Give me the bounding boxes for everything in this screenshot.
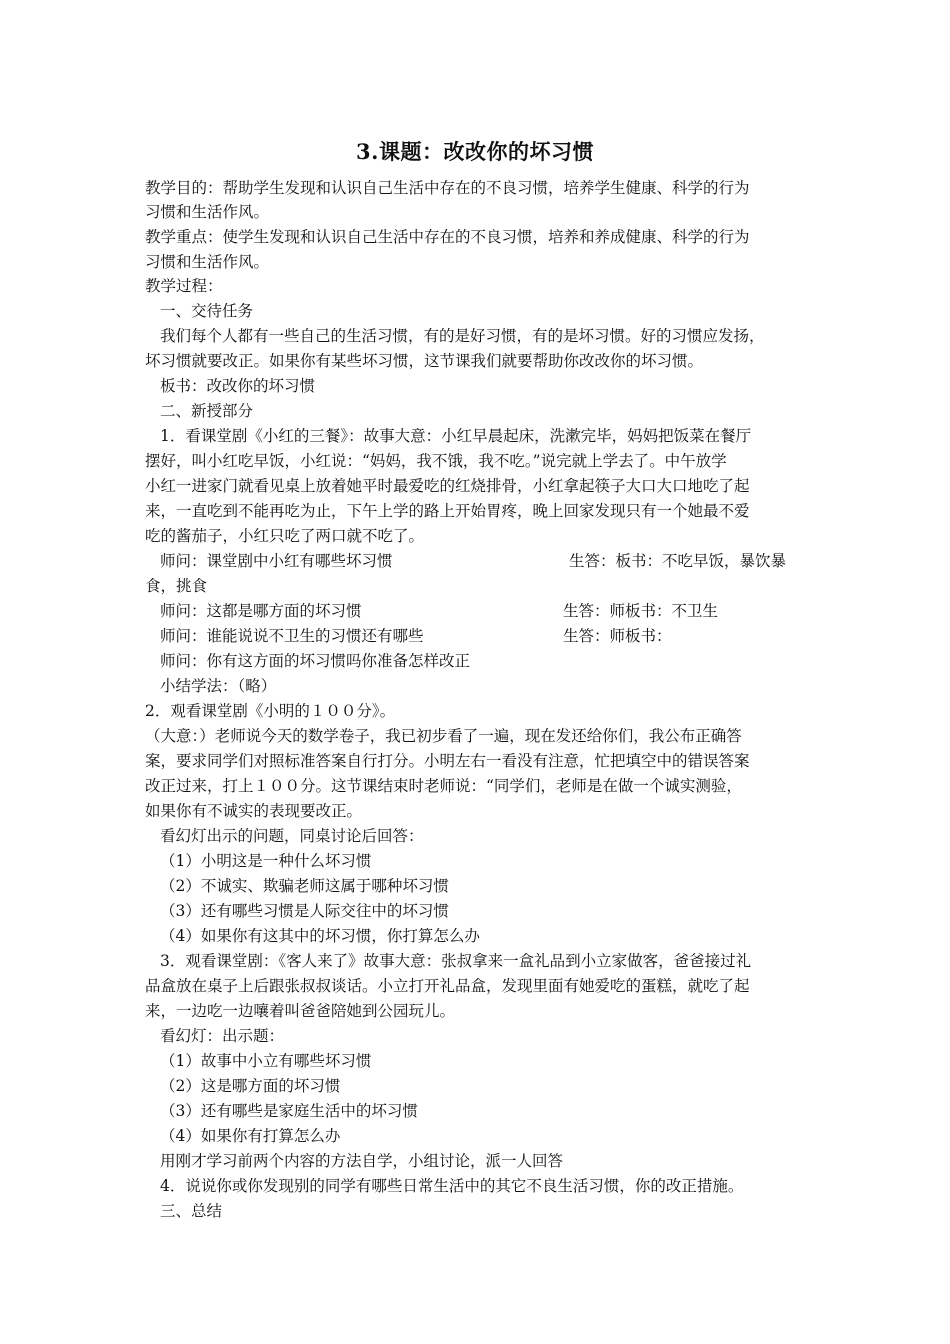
focus-line-2: 习惯和生活作风。: [145, 253, 270, 271]
paragraph-line: 案，要求同学们对照标准答案自行打分。小明左右一看没有注意，忙把填空中的错误答案: [145, 752, 750, 770]
section-3-heading: 三、总结: [160, 1202, 223, 1220]
item-2-heading: 2．观看课堂剧《小明的１００分》。: [145, 702, 396, 720]
objective-line-2: 习惯和生活作风。: [145, 203, 270, 221]
paragraph-line: 吃的酱茄子，小红只吃了两口就不吃了。: [145, 527, 425, 545]
question-item: （4）如果你有打算怎么办: [160, 1127, 341, 1145]
method-line: 用刚才学习前两个内容的方法自学，小组讨论，派一人回答: [160, 1152, 564, 1170]
blackboard-line: 板书：改改你的坏习惯: [160, 377, 316, 395]
student-answer: 生答：师板书：不卫生: [563, 602, 719, 620]
question-item: （1）小明这是一种什么坏习惯: [160, 852, 372, 870]
objective-line-1: 教学目的：帮助学生发现和认识自己生活中存在的不良习惯，培养学生健康、科学的行为: [145, 179, 750, 197]
student-answer: 生答：师板书：: [563, 627, 672, 645]
question-item: （3）还有哪些是家庭生活中的坏习惯: [160, 1102, 418, 1120]
question-item: （4）如果你有这其中的坏习惯，你打算怎么办: [160, 927, 480, 945]
slide-intro: 看幻灯出示的问题，同桌讨论后回答：: [160, 827, 424, 845]
item-4-line: 4．说说你或你发现别的同学有哪些日常生活中的其它不良生活习惯，你的改正措施。: [160, 1177, 744, 1195]
paragraph-line: （大意：）老师说今天的数学卷子，我已初步看了一遍，现在发还给你们，我公布正确答: [145, 727, 742, 745]
student-answer: 生答：板书：不吃早饭，暴饮暴: [569, 552, 787, 570]
paragraph-line: 1．看课堂剧《小红的三餐》：故事大意：小红早晨起床，洗漱完毕，妈妈把饭菜在餐厅: [160, 427, 752, 445]
section-2-heading: 二、新授部分: [160, 402, 254, 420]
paragraph-line: 品盒放在桌子上后跟张叔叔谈话。小立打开礼品盒，发现里面有她爱吃的蛋糕，就吃了起: [145, 977, 750, 995]
paragraph-line: 坏习惯就要改正。如果你有某些坏习惯，这节课我们就要帮助你改改你的坏习惯。: [145, 352, 704, 370]
teacher-question: 师问：课堂剧中小红有哪些坏习惯: [160, 552, 393, 570]
question-item: （2）这是哪方面的坏习惯: [160, 1077, 341, 1095]
paragraph-line: 摆好，叫小红吃早饭，小红说：“妈妈，我不饿，我不吃。”说完就上学去了。中午放学: [145, 452, 727, 470]
lesson-title: 3.课题：改改你的坏习惯: [356, 139, 594, 164]
paragraph-line: 如果你有不诚实的表现要改正。: [145, 802, 363, 820]
process-heading: 教学过程：: [145, 277, 223, 295]
paragraph-line: 改正过来，打上１００分。这节课结束时老师说：“同学们，老师是在做一个诚实测验，: [145, 777, 742, 795]
section-1-heading: 一、交待任务: [160, 302, 254, 320]
question-item: （3）还有哪些习惯是人际交往中的坏习惯: [160, 902, 449, 920]
paragraph-line: 来，一边吃一边嚷着叫爸爸陪她到公园玩儿。: [145, 1002, 456, 1020]
question-item: （1）故事中小立有哪些坏习惯: [160, 1052, 372, 1070]
question-item: （2）不诚实、欺骗老师这属于哪种坏习惯: [160, 877, 449, 895]
item-3-heading: 3．观看课堂剧：《客人来了》故事大意：张叔拿来一盒礼品到小立家做客，爸爸接过礼: [160, 952, 752, 970]
focus-line-1: 教学重点：使学生发现和认识自己生活中存在的不良习惯，培养和养成健康、科学的行为: [145, 228, 750, 246]
answer-continuation: 食，挑食: [145, 577, 208, 595]
slide-intro: 看幻灯：出示题：: [160, 1027, 285, 1045]
teacher-question: 师问：这都是哪方面的坏习惯: [160, 602, 362, 620]
teacher-question: 师问：你有这方面的坏习惯吗你准备怎样改正: [160, 652, 471, 670]
paragraph-line: 来，一直吃到不能再吃为止，下午上学的路上开始胃疼，晚上回家发现只有一个她最不爱: [145, 502, 750, 520]
paragraph-line: 我们每个人都有一些自己的生活习惯，有的是好习惯，有的是坏习惯。好的习惯应发扬，: [160, 327, 765, 345]
summary-line: 小结学法：（略）: [160, 677, 277, 695]
paragraph-line: 小红一进家门就看见桌上放着她平时最爱吃的红烧排骨，小红拿起筷子大口大口地吃了起: [145, 477, 750, 495]
teacher-question: 师问：谁能说说不卫生的习惯还有哪些: [160, 627, 424, 645]
